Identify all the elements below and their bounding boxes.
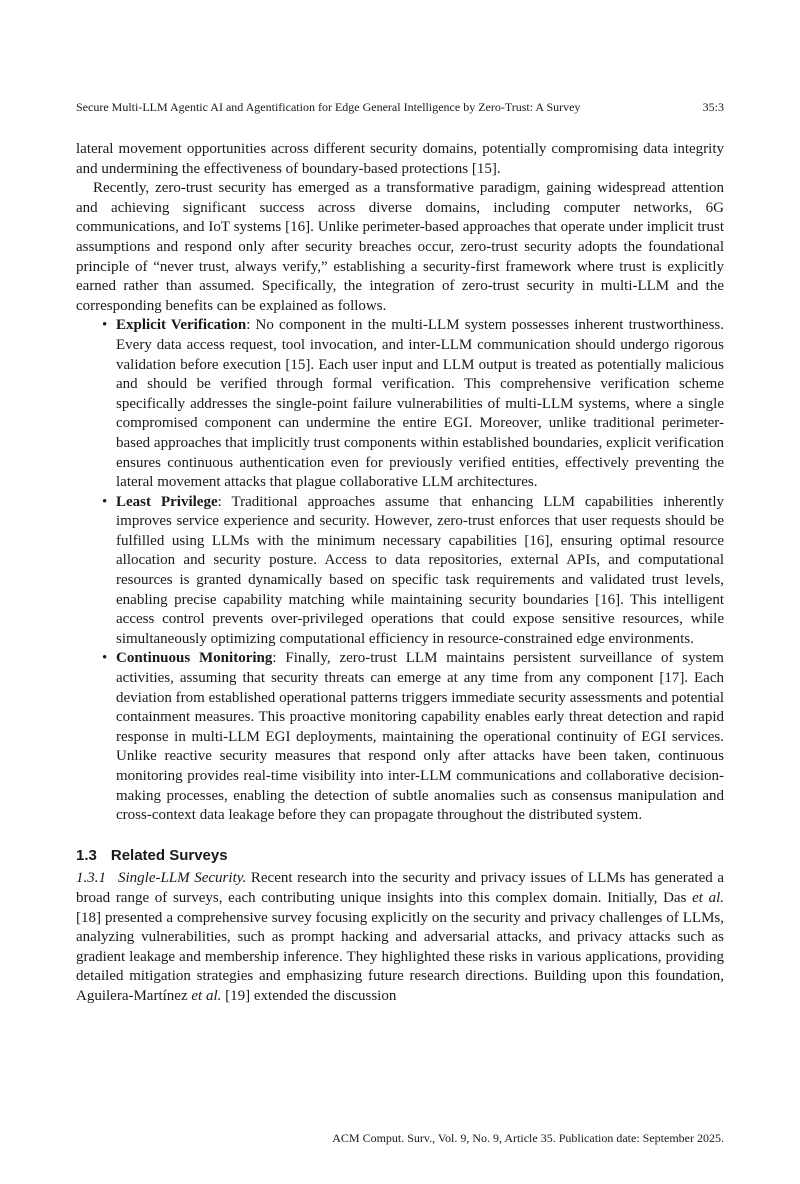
page-number: 35:3 <box>702 100 724 114</box>
body-text <box>76 140 724 1007</box>
section-number: 1.3 <box>76 846 97 864</box>
section-heading <box>76 846 724 866</box>
paragraph-zero-trust-intro: Recently, zero-trust security has emerged as a transformative paradigm, gaining widespread attention and achieving significant success across diverse domains, including computer networks, 6G communications, and IoT systems [16]. Unlike perimeter-based approaches that operate under implicit trust assumptions and respond only after security breaches occur, zero-trust security adopts the foundational principle of “never trust, always verify,” establishing a security-first framework where trust is explicitly earned rather than assumed. Specifically, the integration of zero-trust security in multi-LLM and the corresponding benefits can be explained as follows. <box>76 180 724 314</box>
running-title: Secure Multi-LLM Agentic AI and Agentification for Edge General Intelligence by Zero-Trust: A Survey <box>76 100 581 114</box>
paragraph-text: [18] presented a comprehensive survey focusing explicitly on the security and privacy challenges of LLMs, analyzing vulnerabilities, such as prompt hacking and adversarial attacks, and privacy attacks such as gradient leakage and membership inference. They highlighted these risks in various applications, providing detailed mitigation strategies and emphasizing future research directions. Building upon this foundation, Aguilera-Martínez <box>76 909 724 1004</box>
term-least-privilege: Least Privilege <box>116 493 218 510</box>
running-header <box>76 99 724 115</box>
paragraph-continued: lateral movement opportunities across different security domains, potentially compromising data integrity and undermining the effectiveness of boundary-based protections [15]. <box>76 141 724 177</box>
subsection-number: 1.3.1 <box>76 870 106 887</box>
subsection-title: Single-LLM Security. <box>118 870 247 887</box>
term-explicit-verification: Explicit Verification <box>116 317 247 334</box>
et-al: et al. <box>692 889 724 906</box>
paragraph-text: [19] extended the discussion <box>221 987 397 1004</box>
term-description: : No component in the multi-LLM system possesses inherent trustworthiness. Every data access request, tool invocation, and inter-LLM communication should undergo rigorous validation before execution [15]. Each user input and LLM output is treated as potentially malicious and should be verified through formal verification. This comprehensive verification scheme specifically addresses the single-point failure vulnerabilities of multi-LLM systems, where a single compromised component can undermine the entire EGI. Moreover, unlike traditional perimeter-based approaches that implicitly trust components within established boundaries, explicit verification ensures continuous authentication even for previously verified entities, effectively preventing the lateral movement attacks that plague collaborative LLM architectures. <box>116 317 725 491</box>
principles-list <box>76 316 724 825</box>
paragraph-text: Recent research into the security and privacy issues of LLMs has generated a broad range of surveys, each contributing unique insights into this complex domain. Initially, Das <box>76 870 724 906</box>
list-item <box>116 316 724 492</box>
subsection-heading <box>76 870 246 886</box>
term-continuous-monitoring: Continuous Monitoring <box>116 650 273 667</box>
list-item <box>116 493 724 650</box>
paragraph-single-llm-security <box>76 869 724 1006</box>
section-title: Related Surveys <box>110 846 228 864</box>
list-item <box>116 649 724 825</box>
term-description: : Traditional approaches assume that enhancing LLM capabilities inherently improves service experience and security. However, zero-trust enforces that user requests should be fulfilled using LLMs with the minimum necessary capabilities [16], ensuring optimal resource allocation and security posture. Access to data repositories, external APIs, and computational resources is granted dynamically based on specific task requirements and validated trust levels, enabling precise capability matching while maintaining security boundaries [16]. This intelligent access control prevents over-privileged operations that could expose sensitive resources, while simultaneously optimizing computational efficiency in resource-constrained edge environments. <box>116 493 724 647</box>
et-al: et al. <box>191 987 222 1004</box>
journal-footer: ACM Comput. Surv., Vol. 9, No. 9, Article 35. Publication date: September 2025. <box>332 1131 724 1145</box>
term-description: : Finally, zero-trust LLM maintains persistent surveillance of system activities, assuming that security threats can emerge at any time from any component [17]. Each deviation from established operational patterns triggers immediate security assessments and potential containment measures. This proactive monitoring capability enables early threat detection and rapid response in multi-LLM EGI deployments, maintaining the operational continuity of EGI services. Unlike reactive security measures that respond only after attacks have been taken, continuous monitoring provides real-time visibility into inter-LLM communications and collaborative decision-making processes, enabling the detection of subtle anomalies such as consensus manipulation and cross-context data leakage before they can propagate throughout the distributed system. <box>116 650 724 824</box>
